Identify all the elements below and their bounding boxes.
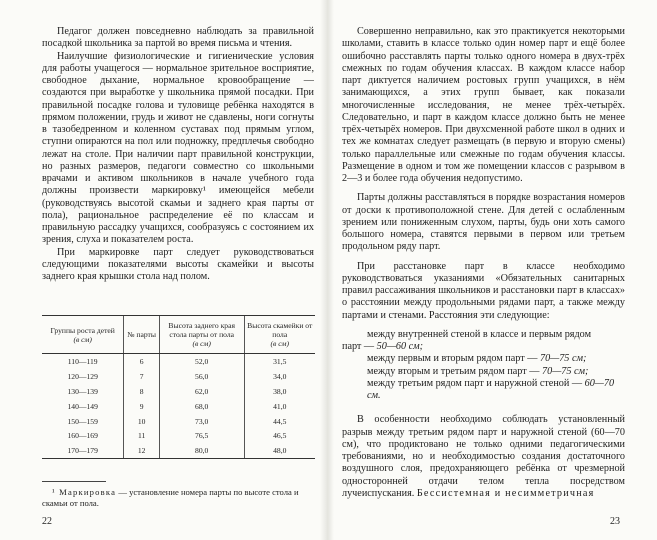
table-header-bench-height: Высота скамейки от пола (в см) bbox=[244, 316, 315, 354]
page-number: 23 bbox=[610, 516, 620, 527]
distance-list bbox=[342, 329, 625, 403]
footnote-divider bbox=[42, 481, 106, 482]
left-page bbox=[0, 0, 322, 540]
footnote-term: ¹ Маркировка bbox=[52, 487, 117, 497]
page-number: 22 bbox=[42, 516, 52, 527]
table-row: 110—119 6 52,0 31,5 bbox=[42, 354, 315, 369]
table-row: 120—129 7 56,0 34,0 bbox=[42, 369, 315, 384]
paragraph: Парты должны расставляться в порядке возрастания номеров от доски к противоположной стене. Для детей с ослабленным зрением или пониженным слухом, парты, будь они хоть самого большого номера, ставятся первыми в первом или третьем продольном ряду парт. bbox=[342, 192, 625, 253]
distance-item: между внутренней стеной в классе и первым рядом bbox=[367, 328, 592, 340]
right-text-block bbox=[342, 26, 625, 500]
distance-item: между первым и вторым рядом парт — 70—75 см; bbox=[367, 353, 587, 365]
table-row: 150—159 10 73,0 44,5 bbox=[42, 414, 315, 429]
table-row: 170—179 12 80,0 48,0 bbox=[42, 443, 315, 458]
table-row: 130—139 8 62,0 38,0 bbox=[42, 384, 315, 399]
footnote bbox=[42, 487, 314, 509]
paragraph: При маркировке парт следует руководствоваться следующими показателями высоты скамейки и высоты заднего края крышки стола над полом. bbox=[42, 246, 314, 282]
distance-item-continued: парт — 50—60 см; bbox=[342, 341, 424, 352]
paragraph: При расстановке парт в классе необходимо руководствоваться указаниями «Обязательных санитарных правил рассаживания школьников и расстановки парт в классах» о расстоянии между продольными рядами парт, а также между партами и стенами. Расстояния эти следующие: bbox=[342, 260, 625, 321]
paragraph: Наилучшие физиологические и гигиенические условия для работы учащегося — нормальное зрительное восприятие, свободное дыхание, нормальное кровообращение — создаются при выработке у школьника прямой посадки. При правильной посадке голова и туловище ребёнка находятся в прямом положении, грудь и живот не сдавлены, ноги согнуты в тазобедренном и коленном суставах под прямым углом, ступни опираются на пол или подножку, предплечья свободно лежат на столе. При наличии парт правильной конструкции, но разных размеров, педагоги совместно со школьными врачами и активом школьников в начале учебного года должны произвести маркировку¹ имеющейся мебели (руководствуясь высотой скамьи и заднего края парты от пола), рациональное распределение её по классам и правильную рассадку учащихся, сообразуясь с состоянием их зрения, слуха и показателем роста. bbox=[42, 50, 314, 246]
table-container bbox=[42, 315, 314, 459]
table-header-desk-height: Высота заднего края стола парты от пола (в см) bbox=[159, 316, 244, 354]
distance-item: между третьим рядом парт и наружной стеной — 60—70 см. bbox=[367, 377, 615, 401]
footnote-text: — установление номера парты по высоте стола и скамьи от пола. bbox=[42, 487, 299, 508]
table-header-desk-number: № парты bbox=[124, 316, 159, 354]
right-page bbox=[330, 0, 657, 540]
paragraph: Педагог должен повседневно наблюдать за правильной посадкой школьника за партой во время письма и чтения. bbox=[42, 26, 314, 50]
paragraph: В особенности необходимо соблюдать установленный разрыв между третьим рядом парт и наружной стеной (60—70 см), что продиктовано не только одними педагогическими требованиями, но и необходимостью создания достаточного воздушного слоя, предохраняющего ребёнка от чрезмерной односторонней отдачи телом тепла посредством лучеиспускания. Бессистемная и несимметричная bbox=[342, 414, 625, 499]
table-header-row bbox=[42, 316, 315, 354]
furniture-size-table bbox=[42, 315, 315, 459]
table-row: 140—149 9 68,0 41,0 bbox=[42, 399, 315, 414]
table-header-height-group: Группы роста детей (в см) bbox=[42, 316, 124, 354]
left-text-block bbox=[42, 26, 314, 283]
table-row: 160—169 11 76,5 46,5 bbox=[42, 428, 315, 443]
distance-item: между вторым и третьим рядом парт — 70—75 см; bbox=[367, 365, 589, 377]
paragraph: Совершенно неправильно, как это практикуется некоторыми школами, ставить в классе только один номер парт и ещё более ошибочно расставлять парты только одного номера в двух-трёх смежных по годам обучения классах. В каждом классе набор парт диктуется наличием ростовых групп учащихся, в нём занимающихся, а этих групп бывает, как показали многочисленные исследования, не менее трёх-четырёх. Следовательно, и парт в каждом классе должно быть не менее трёх-четырёх номеров. При двухсменной работе школ в одних и тех же комнатах следует размещать (в первую и вторую смены) только параллельные или смежные по годам обучения классы. Размещение в одном и том же помещении классов с разрывом в 2—3 и более года обучения недопустимо. bbox=[342, 26, 625, 184]
